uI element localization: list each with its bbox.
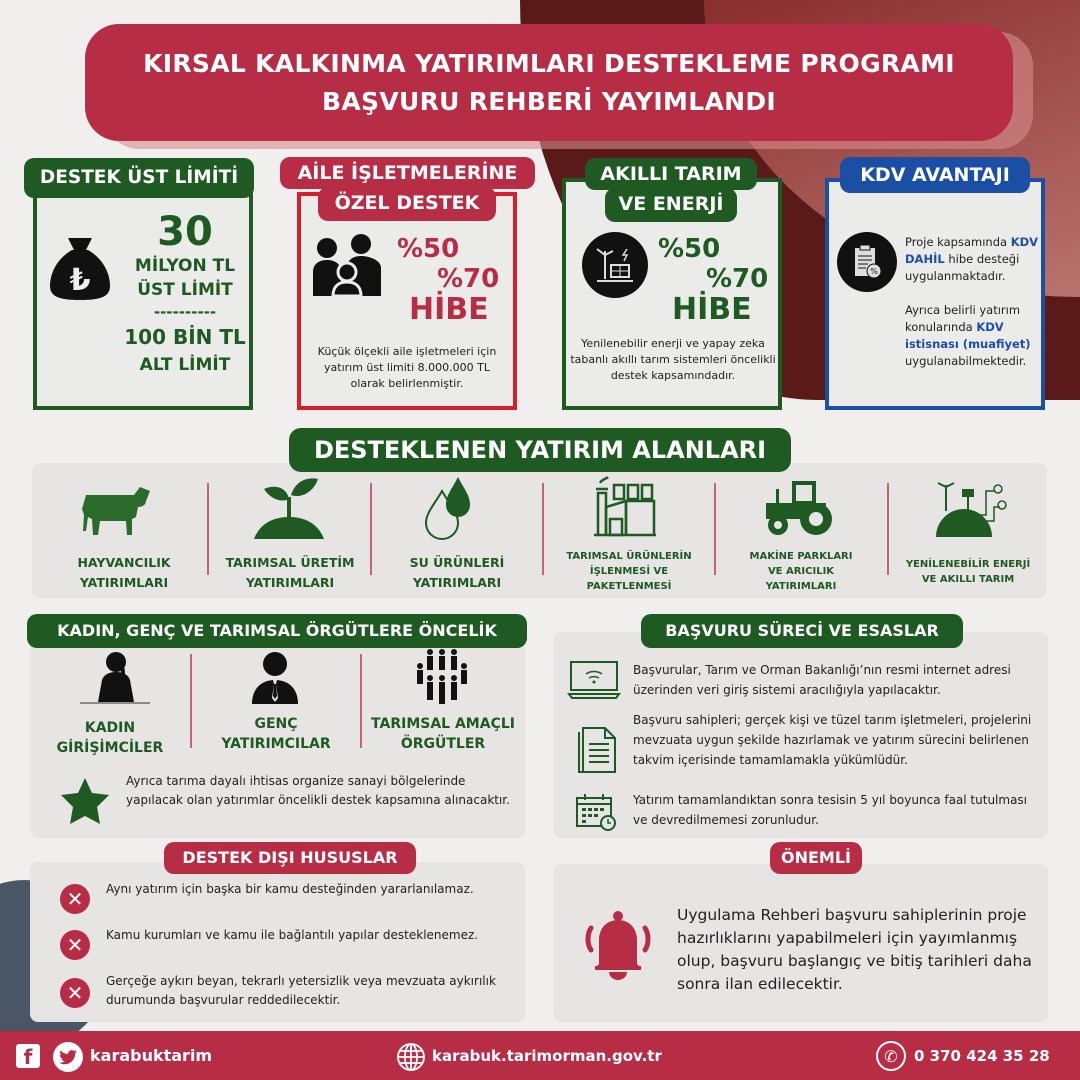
cow-icon bbox=[80, 481, 156, 541]
area-crop-production: TARIMSAL ÜRETİM YATIRIMLARI bbox=[225, 555, 355, 590]
renewable-energy-icon bbox=[582, 232, 648, 298]
area-machinery-beekeeping: MAKİNE PARKLARI VE ARICILIK YATIRIMLARI bbox=[749, 551, 853, 592]
laptop-wifi-icon bbox=[567, 660, 621, 704]
family-icon bbox=[311, 234, 383, 296]
smart-grant: HİBE bbox=[672, 292, 752, 327]
card-family-business bbox=[297, 192, 517, 410]
card-kdv-advantage bbox=[825, 178, 1045, 410]
page-title bbox=[85, 24, 1013, 141]
title-line-2: BAŞVURU REHBERİ YAYIMLANDI bbox=[322, 87, 776, 116]
svg-text:%: % bbox=[870, 267, 878, 276]
limit-big-number: 30 bbox=[157, 209, 213, 255]
areas-heading: DESTEKLENEN YATIRIM ALANLARI bbox=[289, 428, 791, 472]
twitter-icon[interactable] bbox=[53, 1042, 83, 1072]
social-handle[interactable]: karabuktarim bbox=[90, 1046, 213, 1065]
tag-kdv: KDV AVANTAJI bbox=[840, 157, 1030, 193]
tractor-icon bbox=[762, 479, 836, 541]
kdv-exemption-highlight: KDV istisnası (muafiyet) bbox=[905, 320, 1031, 351]
priority-youth: GENÇ YATIRIMCILAR bbox=[221, 716, 331, 752]
smart-pct-2: %70 bbox=[706, 264, 769, 294]
limit-lower-value: 100 BİN TL bbox=[124, 325, 246, 349]
card-support-limit bbox=[33, 192, 253, 410]
process-item-3: Yatırım tamamlandıktan sonra tesisin 5 yıl boyunca faal tutulması ve devredilmemesi zorunludur. bbox=[633, 793, 1028, 827]
x-circle-icon: ✕ bbox=[60, 978, 90, 1008]
bell-alert-icon bbox=[583, 908, 653, 984]
priority-panel bbox=[30, 640, 525, 838]
area-aquaculture: SU ÜRÜNLERİ YATIRIMLARI bbox=[409, 555, 505, 590]
young-man-icon bbox=[250, 650, 300, 708]
group-people-icon bbox=[412, 648, 472, 712]
tag-smart-line-1: AKILLI TARIM bbox=[585, 158, 757, 190]
money-bag-lira-icon bbox=[48, 234, 112, 302]
x-circle-icon: ✕ bbox=[60, 884, 90, 914]
tag-support-limit: DESTEK ÜST LİMİTİ bbox=[24, 158, 254, 198]
priority-organizations: TARIMSAL AMAÇLI ÖRGÜTLER bbox=[371, 716, 515, 752]
smart-pct-1: %50 bbox=[658, 234, 721, 264]
family-pct-1: %50 bbox=[397, 234, 460, 264]
footer bbox=[0, 1031, 1080, 1080]
smart-text: Yenilenebilir enerji ve yapay zeka tabanlı akıllı tarım sistemleri öncelikli destek kapsamındadır. bbox=[570, 337, 776, 382]
areas-panel bbox=[32, 463, 1047, 598]
kdv-included-highlight: KDV DAHİL bbox=[905, 235, 1039, 266]
process-heading: BAŞVURU SÜRECİ VE ESASLAR bbox=[641, 614, 963, 648]
family-grant: HİBE bbox=[409, 292, 489, 327]
svg-text:₺: ₺ bbox=[69, 263, 91, 298]
process-item-1: Başvurular, Tarım ve Orman Bakanlığı’nın resmi internet adresi üzerinden veri giriş sistemi aracılığıyla yapılacaktır. bbox=[633, 663, 1011, 697]
priority-note: Ayrıca tarıma dayalı ihtisas organize sanayi bölgelerinde yapılacak olan yatırımlar öncelikli destek kapsamına alınacaktır. bbox=[126, 774, 510, 807]
exclusion-item-3: Gerçeğe aykırı beyan, tekrarlı yetersizlik veya mevzuata aykırılık durumunda başvurular reddedilecektir. bbox=[106, 974, 496, 1007]
kdv-text: Proje kapsamında KDV DAHİL hibe desteği uygulanmaktadır. Ayrıca belirli yatırım konularında KDV istisnası (muafiyet) uygulanabilmektedir. bbox=[905, 235, 1039, 368]
area-livestock: HAYVANCILIK YATIRIMLARI bbox=[77, 555, 171, 590]
important-panel bbox=[553, 864, 1048, 1022]
tag-family-line-1: AİLE İŞLETMELERİNE bbox=[280, 157, 535, 189]
area-renewable-smart: YENİLENEBİLİR ENERJİ VE AKILLI TARIM bbox=[905, 559, 1031, 585]
exclusions-panel bbox=[30, 862, 525, 1022]
priority-heading: KADIN, GENÇ VE TARIMSAL ÖRGÜTLERE ÖNCELİK bbox=[27, 614, 527, 648]
document-icon bbox=[575, 722, 619, 778]
calendar-clock-icon bbox=[575, 792, 617, 836]
tag-smart-line-2: VE ENERJİ bbox=[605, 188, 737, 222]
facebook-icon[interactable]: f bbox=[16, 1044, 40, 1068]
family-pct-2: %70 bbox=[437, 264, 500, 294]
exclusions-heading: DESTEK DIŞI HUSUSLAR bbox=[164, 842, 416, 874]
process-panel bbox=[553, 632, 1048, 838]
smart-farm-icon bbox=[932, 477, 1008, 543]
x-circle-icon: ✕ bbox=[60, 930, 90, 960]
title-line-1: KIRSAL KALKINMA YATIRIMLARI DESTEKLEME PROGRAMI bbox=[143, 49, 955, 78]
limit-divider: ---------- bbox=[153, 303, 217, 321]
limit-upper-label: ÜST LİMİT bbox=[137, 280, 233, 300]
tax-document-icon bbox=[837, 232, 897, 292]
factory-icon bbox=[592, 475, 656, 541]
important-text: Uygulama Rehberi başvuru sahiplerinin proje hazırlıklarını yapabilmeleri için yayımlanmış olup, başvuru başlangıç ve bitiş tarihleri daha sonra ilan edilecektir. bbox=[677, 906, 1032, 993]
phone-icon: ✆ bbox=[876, 1041, 906, 1071]
website-link[interactable]: karabuk.tarimorman.gov.tr bbox=[432, 1047, 662, 1065]
family-text: Küçük ölçekli aile işletmeleri için yatırım üst limiti 8.000.000 TL olarak belirlenmiştir. bbox=[317, 345, 497, 390]
water-drops-icon bbox=[424, 475, 474, 545]
limit-lower-label: ALT LİMİT bbox=[139, 355, 231, 375]
woman-icon bbox=[80, 650, 150, 708]
limit-upper-unit: MİLYON TL bbox=[134, 256, 236, 276]
sprout-icon bbox=[252, 475, 326, 545]
globe-icon bbox=[396, 1042, 426, 1076]
exclusion-item-2: Kamu kurumları ve kamu ile bağlantılı yapılar desteklenemez. bbox=[106, 928, 479, 942]
exclusion-item-1: Aynı yatırım için başka bir kamu desteğinden yararlanılamaz. bbox=[106, 882, 474, 896]
priority-women: KADIN GİRİŞİMCİLER bbox=[56, 720, 164, 756]
star-icon bbox=[60, 776, 110, 828]
tag-family-line-2: ÖZEL DESTEK bbox=[318, 187, 496, 221]
phone-number[interactable]: 0 370 424 35 28 bbox=[914, 1047, 1050, 1065]
process-item-2: Başvuru sahipleri; gerçek kişi ve tüzel tarım işletmeleri, projelerini mevzuata uygun şekilde hazırlamak ve yatırım sürecini belirlenen takvim içerisinde tamamlamakla yükümlüdür. bbox=[633, 713, 1032, 767]
important-heading: ÖNEMLİ bbox=[770, 842, 862, 874]
area-processing-packaging: TARIMSAL ÜRÜNLERİN İŞLENMESİ VE PAKETLENMESİ bbox=[566, 551, 692, 592]
